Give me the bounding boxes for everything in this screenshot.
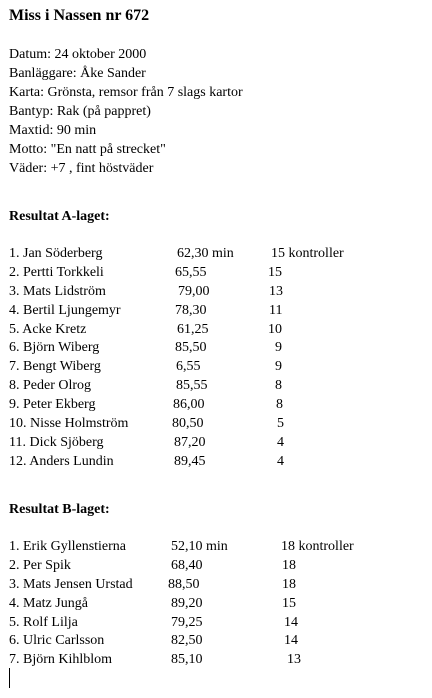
runner-name: 8. Peder Olrog [9, 378, 92, 394]
race-info [9, 45, 243, 178]
runner-controls: 13 [269, 283, 283, 299]
runner-controls: 15 [268, 264, 282, 280]
runner-controls: 11 [269, 302, 283, 318]
runner-controls: 14 [284, 614, 298, 630]
runner-time: 52,10 min [171, 539, 228, 554]
runner-controls: 13 [287, 652, 301, 668]
runner-controls: 14 [284, 633, 298, 649]
a-team-heading: Resultat A-laget: [9, 209, 110, 224]
runner-controls: 9 [275, 340, 282, 356]
runner-name: 6. Ulric Carlsson [9, 633, 105, 649]
runner-name: 3. Mats Jensen Urstad [9, 576, 133, 592]
runner-time: 85,50 [175, 340, 207, 356]
runner-name: 10. Nisse Holmström [9, 416, 129, 432]
text-cursor [9, 668, 10, 688]
runner-time: 62,30 min [177, 246, 234, 261]
runner-name: 1. Erik Gyllenstierna [9, 539, 127, 554]
map-line: Karta: Grönsta, remsor från 7 slags kartor [9, 85, 243, 100]
runner-controls: 8 [276, 397, 283, 413]
runner-time: 65,55 [175, 264, 207, 280]
runner-name: 12. Anders Lundin [9, 453, 114, 469]
runner-controls: 4 [277, 434, 284, 450]
runner-name: 5. Rolf Lilja [9, 614, 78, 630]
runner-controls: 5 [277, 416, 284, 432]
runner-time: 89,45 [174, 453, 206, 469]
runner-controls: 18 [282, 557, 296, 573]
runner-name: 5. Acke Kretz [9, 321, 87, 337]
max-time-line: Maxtid: 90 min [9, 123, 97, 138]
runner-time: 82,50 [171, 633, 203, 649]
runner-time: 80,50 [172, 416, 204, 432]
runner-time: 79,00 [178, 283, 210, 299]
course-type-line: Bantyp: Rak (på pappret) [9, 104, 151, 119]
runner-time: 89,20 [171, 595, 203, 611]
runner-time: 68,40 [171, 557, 203, 573]
runner-time: 85,10 [171, 652, 203, 668]
runner-time: 79,25 [171, 614, 203, 630]
runner-name: 9. Peter Ekberg [9, 397, 96, 413]
runner-time: 85,55 [176, 378, 208, 394]
runner-name: 7. Bengt Wiberg [9, 359, 101, 375]
runner-name: 11. Dick Sjöberg [9, 434, 104, 450]
runner-controls: 15 [282, 595, 296, 611]
runner-time: 86,00 [173, 397, 205, 413]
date-line: Datum: 24 oktober 2000 [9, 47, 147, 62]
runner-name: 2. Per Spik [9, 557, 71, 573]
runner-time: 88,50 [168, 576, 200, 592]
runner-controls: 8 [275, 378, 282, 394]
runner-name: 6. Björn Wiberg [9, 340, 100, 356]
runner-controls: 9 [275, 359, 282, 375]
b-team-heading: Resultat B-laget: [9, 502, 110, 517]
runner-name: 4. Bertil Ljungemyr [9, 302, 121, 318]
runner-time: 6,55 [176, 359, 201, 375]
runner-time: 87,20 [174, 434, 206, 450]
runner-time: 78,30 [175, 302, 207, 318]
motto-line: Motto: "En natt på strecket" [9, 142, 166, 157]
runner-name: 1. Jan Söderberg [9, 246, 103, 261]
runner-controls: 15 kontroller [271, 246, 344, 261]
runner-name: 7. Björn Kihlblom [9, 652, 113, 668]
runner-name: 2. Pertti Torkkeli [9, 264, 104, 280]
page-title: Miss i Nassen nr 672 [9, 7, 150, 24]
runner-controls: 10 [268, 321, 282, 337]
runner-controls: 18 [282, 576, 296, 592]
course-setter-line: Banläggare: Åke Sander [9, 66, 146, 81]
runner-name: 3. Mats Lidström [9, 283, 106, 299]
weather-line: Väder: +7 , fint höstväder [9, 161, 154, 176]
runner-controls: 18 kontroller [281, 539, 354, 554]
runner-controls: 4 [277, 453, 284, 469]
runner-time: 61,25 [177, 321, 209, 337]
runner-name: 4. Matz Jungå [9, 595, 88, 611]
